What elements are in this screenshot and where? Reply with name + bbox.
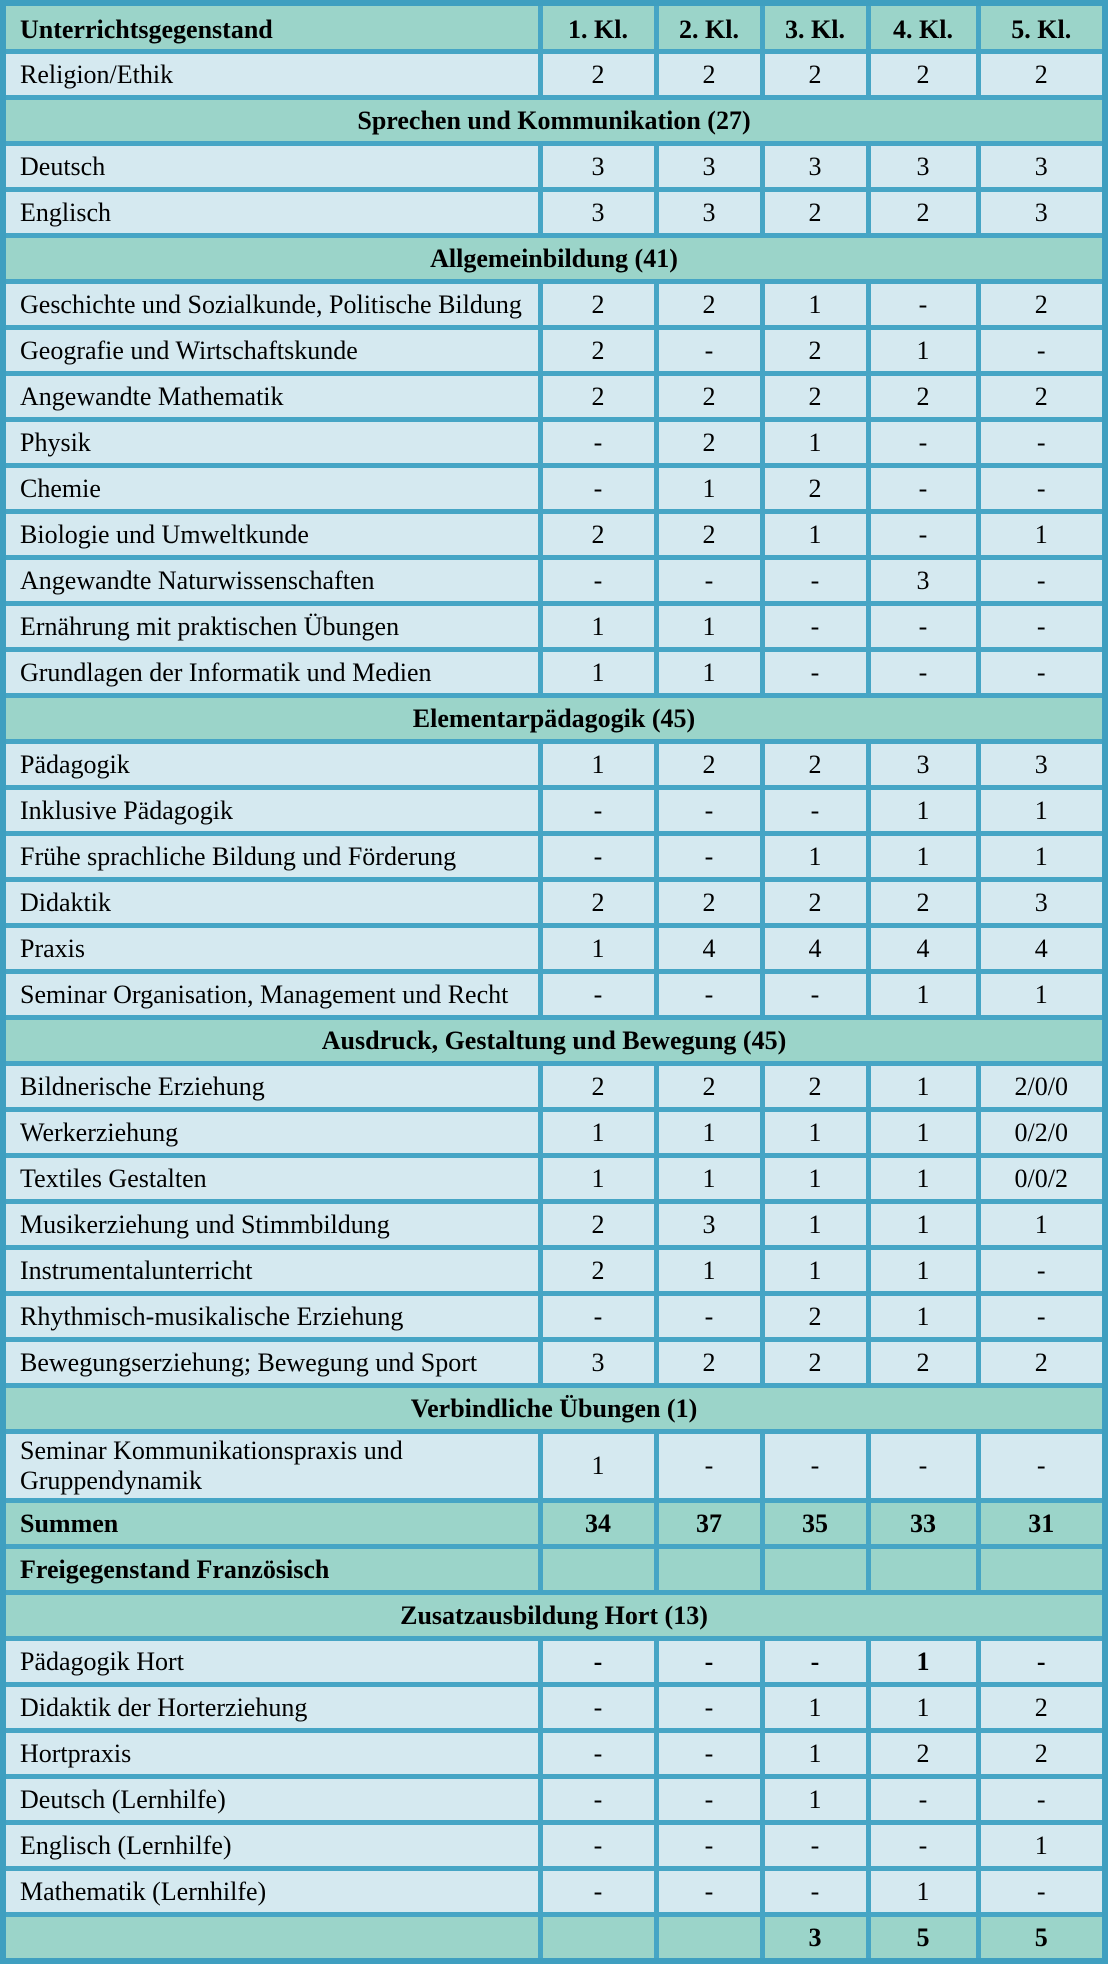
hours-cell-class-4: 2 [868, 1340, 978, 1386]
hours-cell-class-2: - [656, 1869, 762, 1915]
subject-row [3, 834, 1105, 880]
subject-row [3, 604, 1105, 650]
hours-cell-class-4: 1 [868, 1156, 978, 1202]
subject-row [3, 1777, 1105, 1823]
subject-label-cell: Instrumentalunterricht [3, 1248, 540, 1294]
hours-cell-class-3: 1 [762, 1248, 868, 1294]
subject-label-cell: Geschichte und Sozialkunde, Politische Bildung [3, 282, 540, 328]
subject-label-cell: Werkerziehung [3, 1110, 540, 1156]
hours-cell-class-2: 1 [656, 650, 762, 696]
subject-label-cell: Freigegenstand Französisch [3, 1547, 540, 1593]
hours-cell-class-1: - [540, 1731, 656, 1777]
section-header-cell: Zusatzausbildung Hort (13) [3, 1593, 1105, 1639]
subject-label-cell: Physik [3, 420, 540, 466]
subject-label-cell: Musikerziehung und Stimmbildung [3, 1202, 540, 1248]
subject-label-cell: Summen [3, 1501, 540, 1547]
hours-cell-class-5: 3 [978, 880, 1105, 926]
subject-row [3, 1202, 1105, 1248]
hours-cell-class-4: 33 [868, 1501, 978, 1547]
hours-cell-class-5: - [978, 1777, 1105, 1823]
hours-cell-class-2: - [656, 558, 762, 604]
subject-row [3, 1823, 1105, 1869]
hours-cell-class-2 [656, 1915, 762, 1962]
hours-cell-class-1: 1 [540, 742, 656, 788]
subject-row [3, 1248, 1105, 1294]
subject-row [3, 1869, 1105, 1915]
subject-row [3, 1731, 1105, 1777]
hours-cell-class-5: 2/0/0 [978, 1064, 1105, 1110]
subject-label-cell: Seminar Kommunikationspraxis und Gruppendynamik [3, 1432, 540, 1501]
hours-cell-class-5: 2 [978, 1731, 1105, 1777]
hours-cell-class-3: 2 [762, 1294, 868, 1340]
hours-cell-class-1: - [540, 1685, 656, 1731]
subject-label-cell: Bewegungserziehung; Bewegung und Sport [3, 1340, 540, 1386]
hours-cell-class-3: - [762, 650, 868, 696]
subject-row-bold-values [3, 1639, 1105, 1685]
hours-cell-class-4 [868, 1547, 978, 1593]
hours-cell-class-2: 2 [656, 52, 762, 98]
hours-cell-class-1: 1 [540, 1432, 656, 1501]
hours-cell-class-4: 1 [868, 1685, 978, 1731]
subject-row [3, 190, 1105, 236]
subject-row [3, 1432, 1105, 1501]
hours-cell-class-3: 1 [762, 834, 868, 880]
subject-label-cell: Chemie [3, 466, 540, 512]
hours-cell-class-5: - [978, 328, 1105, 374]
hours-cell-class-1: 1 [540, 650, 656, 696]
subject-label-cell: Angewandte Naturwissenschaften [3, 558, 540, 604]
hours-cell-class-4: - [868, 282, 978, 328]
hours-cell-class-5: - [978, 1294, 1105, 1340]
hours-cell-class-4: 2 [868, 374, 978, 420]
section-header-cell: Sprechen und Kommunikation (27) [3, 98, 1105, 144]
subject-label-cell: Didaktik der Horterziehung [3, 1685, 540, 1731]
subject-row [3, 926, 1105, 972]
hours-cell-class-1: 3 [540, 1340, 656, 1386]
hours-cell-class-1: 2 [540, 52, 656, 98]
hours-cell-class-3: - [762, 1432, 868, 1501]
column-header-subject: Unterrichtsgegenstand [3, 3, 540, 52]
hours-cell-class-4: 2 [868, 1731, 978, 1777]
hours-cell-class-4: 2 [868, 52, 978, 98]
hours-cell-class-1: - [540, 420, 656, 466]
subject-row [3, 144, 1105, 190]
hours-cell-class-2: - [656, 1685, 762, 1731]
subject-label-cell [3, 1915, 540, 1962]
summary-row [3, 1547, 1105, 1593]
hours-cell-class-1: 2 [540, 1202, 656, 1248]
hours-cell-class-3: 1 [762, 1110, 868, 1156]
hours-cell-class-1: 2 [540, 282, 656, 328]
hours-cell-class-1: 2 [540, 374, 656, 420]
hours-cell-class-5: 2 [978, 374, 1105, 420]
subject-label-cell: Religion/Ethik [3, 52, 540, 98]
hours-cell-class-1: 1 [540, 604, 656, 650]
hours-cell-class-1: - [540, 558, 656, 604]
hours-cell-class-4: 1 [868, 328, 978, 374]
subject-label-cell: Deutsch [3, 144, 540, 190]
hours-cell-class-3: 4 [762, 926, 868, 972]
hours-cell-class-2: 2 [656, 282, 762, 328]
hours-cell-class-4: 1 [868, 1202, 978, 1248]
hours-cell-class-3: - [762, 788, 868, 834]
subject-label-cell: Hortpraxis [3, 1731, 540, 1777]
hours-cell-class-4: 1 [868, 834, 978, 880]
subject-row [3, 512, 1105, 558]
hours-cell-class-5: 0/0/2 [978, 1156, 1105, 1202]
hours-cell-class-5: 2 [978, 282, 1105, 328]
subject-label-cell: Pädagogik [3, 742, 540, 788]
subject-label-cell: Pädagogik Hort [3, 1639, 540, 1685]
subject-label-cell: Inklusive Pädagogik [3, 788, 540, 834]
hours-cell-class-1: - [540, 1639, 656, 1685]
hours-cell-class-2: - [656, 1731, 762, 1777]
hours-cell-class-5: 1 [978, 834, 1105, 880]
hours-cell-class-5: 2 [978, 52, 1105, 98]
hours-cell-class-1: - [540, 788, 656, 834]
hours-cell-class-3: - [762, 558, 868, 604]
hours-cell-class-1: 1 [540, 1110, 656, 1156]
hours-cell-class-1: - [540, 1823, 656, 1869]
hours-cell-class-3: 3 [762, 1915, 868, 1962]
summary-row [3, 1915, 1105, 1962]
hours-cell-class-4: 3 [868, 742, 978, 788]
hours-cell-class-4: - [868, 604, 978, 650]
hours-cell-class-5: 4 [978, 926, 1105, 972]
hours-cell-class-5: - [978, 558, 1105, 604]
subject-row [3, 1110, 1105, 1156]
hours-cell-class-3: - [762, 604, 868, 650]
hours-cell-class-5: 1 [978, 512, 1105, 558]
hours-cell-class-3: - [762, 1639, 868, 1685]
hours-cell-class-2: 1 [656, 604, 762, 650]
hours-cell-class-3: 1 [762, 1156, 868, 1202]
hours-cell-class-2: 1 [656, 1248, 762, 1294]
hours-cell-class-5: - [978, 650, 1105, 696]
hours-cell-class-5: - [978, 604, 1105, 650]
hours-cell-class-4: 2 [868, 190, 978, 236]
hours-cell-class-4: - [868, 512, 978, 558]
section-header-cell: Verbindliche Übungen (1) [3, 1386, 1105, 1432]
hours-cell-class-3: 1 [762, 1202, 868, 1248]
hours-cell-class-3: - [762, 1823, 868, 1869]
hours-cell-class-4: - [868, 650, 978, 696]
subject-row [3, 650, 1105, 696]
hours-cell-class-4: 1 [868, 1869, 978, 1915]
hours-cell-class-2: 2 [656, 512, 762, 558]
subject-row [3, 1064, 1105, 1110]
subject-label-cell: Frühe sprachliche Bildung und Förderung [3, 834, 540, 880]
column-header-class-4: 4. Kl. [868, 3, 978, 52]
subject-label-cell: Biologie und Umweltkunde [3, 512, 540, 558]
hours-cell-class-1: - [540, 834, 656, 880]
column-header-class-3: 3. Kl. [762, 3, 868, 52]
hours-cell-class-3: 35 [762, 1501, 868, 1547]
hours-cell-class-4: - [868, 1432, 978, 1501]
subject-label-cell: Seminar Organisation, Management und Recht [3, 972, 540, 1018]
hours-cell-class-1: 3 [540, 190, 656, 236]
hours-cell-class-5: 2 [978, 1685, 1105, 1731]
subject-row [3, 420, 1105, 466]
hours-cell-class-3: 2 [762, 466, 868, 512]
hours-cell-class-3: 1 [762, 512, 868, 558]
hours-cell-class-2 [656, 1547, 762, 1593]
hours-cell-class-5: 31 [978, 1501, 1105, 1547]
subject-row [3, 558, 1105, 604]
subject-row [3, 880, 1105, 926]
hours-cell-class-1: - [540, 1777, 656, 1823]
hours-cell-class-5: 5 [978, 1915, 1105, 1962]
section-row [3, 236, 1105, 282]
subject-row [3, 466, 1105, 512]
hours-cell-class-4: 1 [868, 1294, 978, 1340]
hours-cell-class-2: 1 [656, 1156, 762, 1202]
hours-cell-class-5: - [978, 1432, 1105, 1501]
hours-cell-class-4: 1 [868, 1064, 978, 1110]
column-header-class-1: 1. Kl. [540, 3, 656, 52]
hours-cell-class-3: 2 [762, 190, 868, 236]
hours-cell-class-4: 3 [868, 558, 978, 604]
hours-cell-class-5: 1 [978, 972, 1105, 1018]
hours-cell-class-2: 2 [656, 1340, 762, 1386]
hours-cell-class-1: 2 [540, 328, 656, 374]
hours-cell-class-1 [540, 1915, 656, 1962]
subject-label-cell: Englisch (Lernhilfe) [3, 1823, 540, 1869]
hours-cell-class-2: 2 [656, 880, 762, 926]
hours-cell-class-5: 3 [978, 190, 1105, 236]
hours-cell-class-1: - [540, 466, 656, 512]
hours-cell-class-5: 3 [978, 144, 1105, 190]
subject-row [3, 374, 1105, 420]
subject-label-cell: Ernährung mit praktischen Übungen [3, 604, 540, 650]
hours-cell-class-3 [762, 1547, 868, 1593]
hours-cell-class-4: 3 [868, 144, 978, 190]
hours-cell-class-4: 1 [868, 788, 978, 834]
hours-cell-class-1: 1 [540, 926, 656, 972]
hours-cell-class-3: 2 [762, 880, 868, 926]
hours-cell-class-4: - [868, 1823, 978, 1869]
subject-label-cell: Angewandte Mathematik [3, 374, 540, 420]
hours-cell-class-1: 2 [540, 1064, 656, 1110]
subject-label-cell: Rhythmisch-musikalische Erziehung [3, 1294, 540, 1340]
column-header-row [3, 3, 1105, 52]
subject-label-cell: Deutsch (Lernhilfe) [3, 1777, 540, 1823]
hours-cell-class-5: 1 [978, 1823, 1105, 1869]
hours-cell-class-1: 34 [540, 1501, 656, 1547]
hours-cell-class-5 [978, 1547, 1105, 1593]
hours-cell-class-4: 1 [868, 972, 978, 1018]
hours-cell-class-5: 0/2/0 [978, 1110, 1105, 1156]
column-header-class-2: 2. Kl. [656, 3, 762, 52]
hours-cell-class-3: 2 [762, 742, 868, 788]
hours-cell-class-2: 37 [656, 1501, 762, 1547]
hours-cell-class-5: 3 [978, 742, 1105, 788]
subject-row [3, 52, 1105, 98]
hours-cell-class-3: - [762, 972, 868, 1018]
hours-cell-class-3: 1 [762, 1731, 868, 1777]
hours-cell-class-2: 3 [656, 190, 762, 236]
subject-label-cell: Englisch [3, 190, 540, 236]
subject-row [3, 328, 1105, 374]
section-header-cell: Ausdruck, Gestaltung und Bewegung (45) [3, 1018, 1105, 1064]
hours-cell-class-3: 3 [762, 144, 868, 190]
hours-cell-class-2: 3 [656, 144, 762, 190]
hours-cell-class-5: 1 [978, 1202, 1105, 1248]
hours-cell-class-1: 2 [540, 512, 656, 558]
hours-cell-class-2: - [656, 1639, 762, 1685]
section-row [3, 1386, 1105, 1432]
hours-cell-class-2: 1 [656, 1110, 762, 1156]
hours-cell-class-4: 1 [868, 1639, 978, 1685]
hours-cell-class-1: 2 [540, 1248, 656, 1294]
section-row [3, 696, 1105, 742]
hours-cell-class-2: - [656, 1432, 762, 1501]
hours-cell-class-2: 2 [656, 420, 762, 466]
subject-row [3, 972, 1105, 1018]
hours-cell-class-5: - [978, 1248, 1105, 1294]
subject-label-cell: Textiles Gestalten [3, 1156, 540, 1202]
hours-cell-class-2: 2 [656, 1064, 762, 1110]
hours-cell-class-4: 4 [868, 926, 978, 972]
hours-cell-class-3: 2 [762, 1064, 868, 1110]
column-header-class-5: 5. Kl. [978, 3, 1105, 52]
subject-label-cell: Didaktik [3, 880, 540, 926]
section-header-cell: Elementarpädagogik (45) [3, 696, 1105, 742]
subject-row [3, 282, 1105, 328]
hours-cell-class-5: - [978, 1869, 1105, 1915]
subject-row [3, 1340, 1105, 1386]
hours-cell-class-2: - [656, 972, 762, 1018]
summary-row [3, 1501, 1105, 1547]
hours-cell-class-3: 1 [762, 282, 868, 328]
section-header-cell: Allgemeinbildung (41) [3, 236, 1105, 282]
hours-cell-class-2: - [656, 1823, 762, 1869]
hours-cell-class-3: 2 [762, 328, 868, 374]
hours-cell-class-1: 3 [540, 144, 656, 190]
hours-cell-class-1 [540, 1547, 656, 1593]
hours-cell-class-3: 1 [762, 1777, 868, 1823]
hours-cell-class-1: - [540, 1869, 656, 1915]
hours-cell-class-4: 2 [868, 880, 978, 926]
subject-row [3, 1156, 1105, 1202]
hours-cell-class-4: 1 [868, 1248, 978, 1294]
hours-cell-class-2: 2 [656, 374, 762, 420]
hours-cell-class-3: - [762, 1869, 868, 1915]
hours-cell-class-3: 1 [762, 420, 868, 466]
section-row [3, 1593, 1105, 1639]
hours-cell-class-5: - [978, 466, 1105, 512]
subject-label-cell: Bildnerische Erziehung [3, 1064, 540, 1110]
hours-cell-class-5: 1 [978, 788, 1105, 834]
subject-label-cell: Geografie und Wirtschaftskunde [3, 328, 540, 374]
hours-cell-class-5: - [978, 420, 1105, 466]
hours-cell-class-1: 2 [540, 880, 656, 926]
hours-cell-class-2: 2 [656, 742, 762, 788]
hours-cell-class-5: 2 [978, 1340, 1105, 1386]
subject-label-cell: Praxis [3, 926, 540, 972]
hours-cell-class-2: 1 [656, 466, 762, 512]
section-row [3, 1018, 1105, 1064]
hours-cell-class-2: 3 [656, 1202, 762, 1248]
subject-row [3, 788, 1105, 834]
table-body [3, 52, 1105, 1962]
hours-cell-class-5: - [978, 1639, 1105, 1685]
subject-row [3, 742, 1105, 788]
hours-cell-class-4: - [868, 466, 978, 512]
section-row [3, 98, 1105, 144]
hours-cell-class-2: - [656, 834, 762, 880]
hours-cell-class-4: 1 [868, 1110, 978, 1156]
subject-label-cell: Mathematik (Lernhilfe) [3, 1869, 540, 1915]
hours-cell-class-1: 1 [540, 1156, 656, 1202]
subject-row [3, 1685, 1105, 1731]
hours-cell-class-3: 1 [762, 1685, 868, 1731]
hours-cell-class-3: 2 [762, 52, 868, 98]
subject-row [3, 1294, 1105, 1340]
hours-cell-class-4: - [868, 1777, 978, 1823]
hours-cell-class-2: - [656, 788, 762, 834]
hours-cell-class-2: - [656, 1777, 762, 1823]
hours-cell-class-2: - [656, 328, 762, 374]
hours-cell-class-1: - [540, 1294, 656, 1340]
hours-cell-class-1: - [540, 972, 656, 1018]
subject-label-cell: Grundlagen der Informatik und Medien [3, 650, 540, 696]
hours-cell-class-4: - [868, 420, 978, 466]
hours-cell-class-4: 5 [868, 1915, 978, 1962]
hours-cell-class-2: 4 [656, 926, 762, 972]
hours-cell-class-3: 2 [762, 1340, 868, 1386]
hours-cell-class-3: 2 [762, 374, 868, 420]
hours-cell-class-2: - [656, 1294, 762, 1340]
